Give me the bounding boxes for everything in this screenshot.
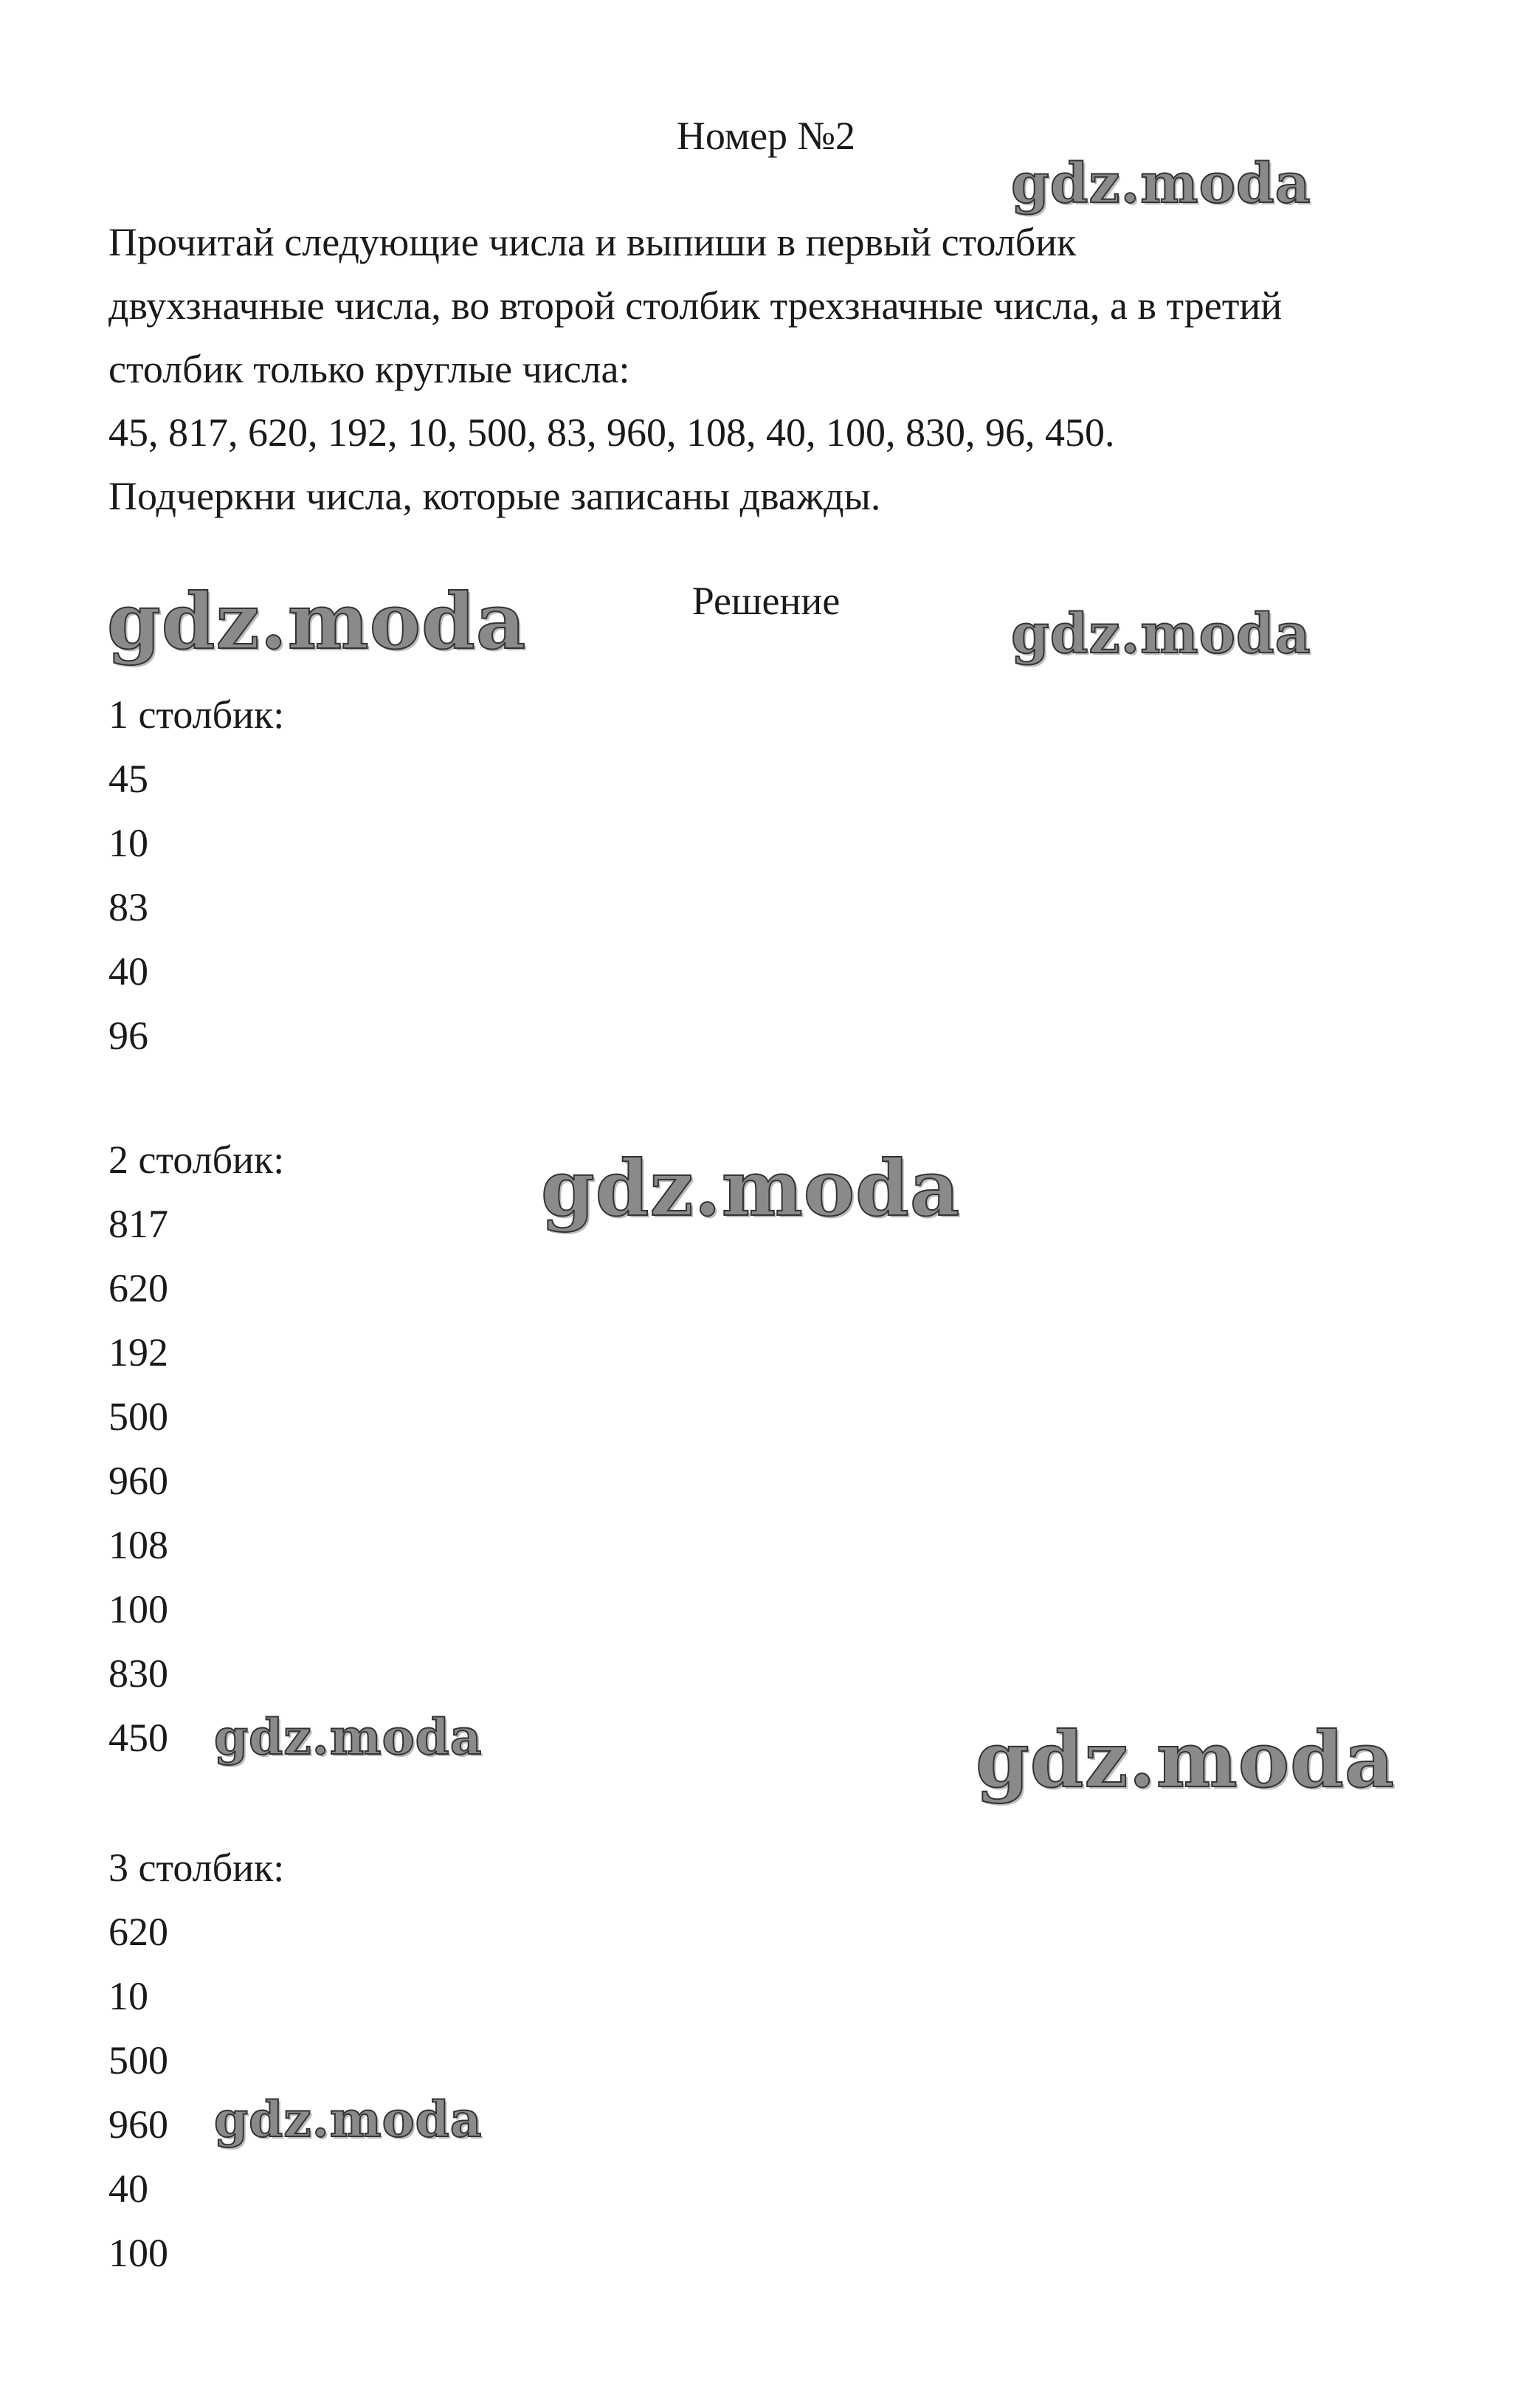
column-label: 1 столбик: — [108, 692, 285, 737]
column-number: 500 — [108, 1394, 168, 1439]
column-number: 100 — [108, 2231, 168, 2275]
column-number: 83 — [108, 885, 148, 929]
column-number: 100 — [108, 1587, 168, 1631]
column-3-block — [108, 1836, 284, 2285]
column-number: 40 — [108, 949, 148, 994]
task-text — [108, 210, 1437, 528]
watermark-logo: gdz.moda — [1011, 152, 1311, 216]
watermark-logo: gdz.moda — [107, 576, 527, 667]
column-number: 500 — [108, 2038, 168, 2082]
column-number: 960 — [108, 1459, 168, 1503]
column-number: 620 — [108, 1266, 168, 1310]
column-number: 10 — [108, 1974, 148, 2018]
watermark-logo: gdz.moda — [976, 1714, 1395, 1805]
column-number: 45 — [108, 757, 148, 801]
column-number: 830 — [108, 1651, 168, 1696]
column-number: 40 — [108, 2167, 148, 2211]
page-title: Номер №2 — [676, 114, 856, 158]
column-number: 620 — [108, 1910, 168, 1954]
column-number: 960 — [108, 2102, 168, 2147]
task-line: двухзначные числа, во второй столбик трехзначные числа, а в третий — [108, 283, 1283, 328]
column-2-block — [108, 1128, 284, 1770]
task-line: столбик только круглые числа: — [108, 347, 630, 391]
watermark-logo: gdz.moda — [1011, 602, 1311, 666]
solution-heading: Решение — [691, 579, 841, 623]
column-label: 3 столбик: — [108, 1845, 285, 1890]
column-1-block — [108, 683, 284, 1068]
watermark-logo: gdz.moda — [214, 1708, 483, 1766]
column-number: 192 — [108, 1330, 168, 1375]
watermark-logo: gdz.moda — [214, 2091, 483, 2148]
column-number: 817 — [108, 1202, 168, 1246]
task-numbers-line: 45, 817, 620, 192, 10, 500, 83, 960, 108, 40, 100, 830, 96, 450. — [108, 410, 1115, 455]
column-number: 450 — [108, 1716, 168, 1760]
column-number: 10 — [108, 821, 148, 865]
column-label: 2 столбик: — [108, 1138, 285, 1182]
task-line: Прочитай следующие числа и выпиши в первый столбик — [108, 220, 1077, 264]
column-number: 96 — [108, 1014, 148, 1058]
task-line: Подчеркни числа, которые записаны дважды. — [108, 474, 881, 518]
column-number: 108 — [108, 1523, 168, 1567]
watermark-logo: gdz.moda — [541, 1143, 961, 1234]
